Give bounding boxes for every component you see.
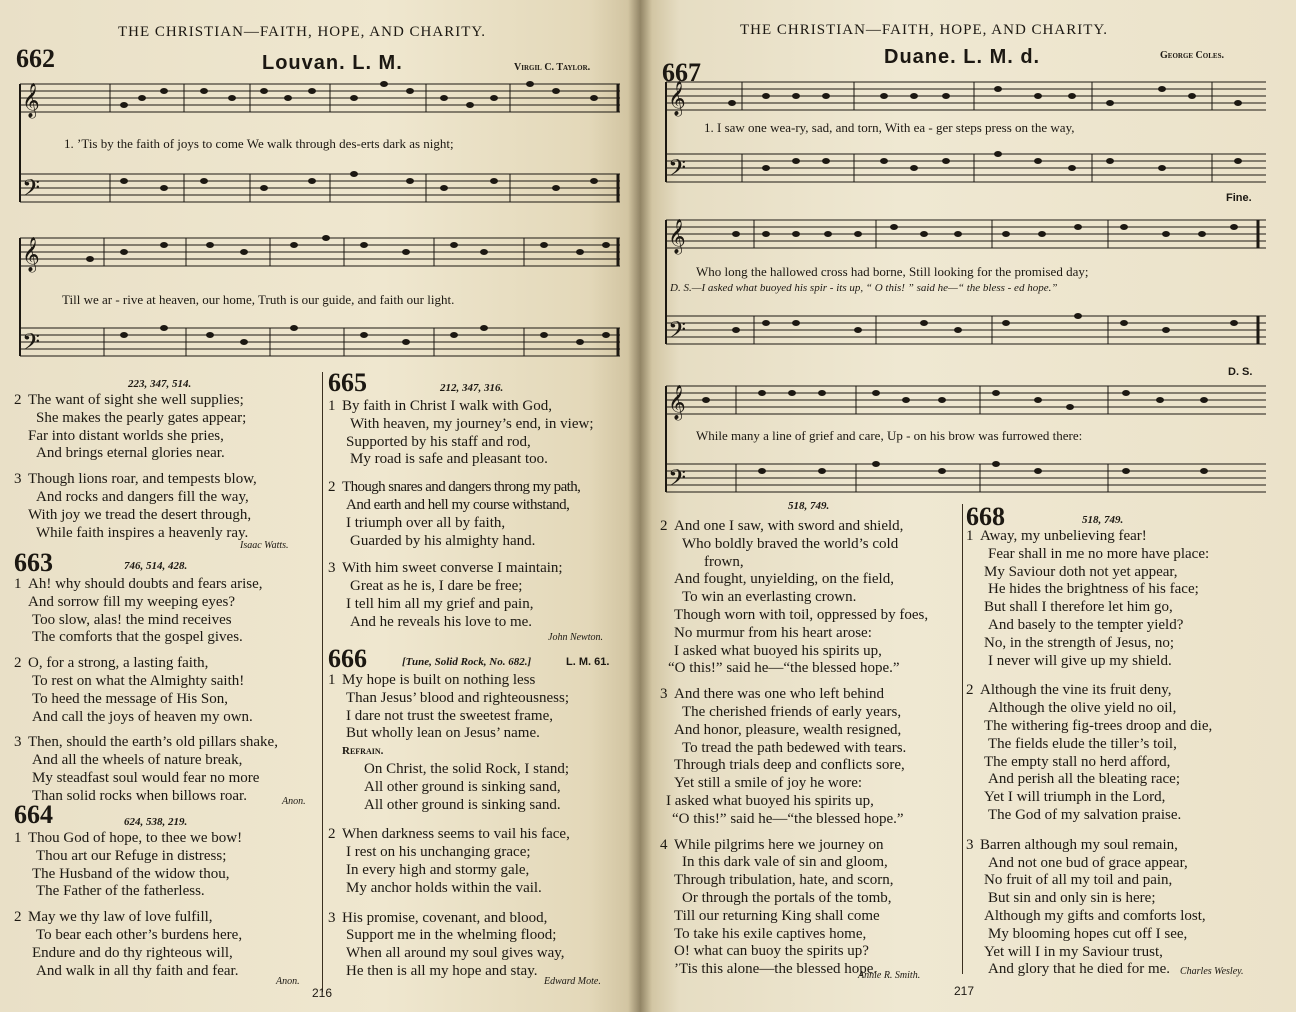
svg-text:𝄞: 𝄞 bbox=[668, 385, 686, 420]
tune-title: Louvan. L. M. bbox=[262, 52, 403, 74]
page-number: 217 bbox=[954, 984, 975, 998]
tune-references: 518, 749. bbox=[788, 500, 830, 512]
lyric-line: Till we ar - rive at heaven, our home, Truth is our guide, and faith our light. bbox=[62, 292, 455, 307]
svg-text:𝄢: 𝄢 bbox=[668, 464, 687, 497]
stanza: 1 Away, my unbelieving fear! Fear shall in me no more have place: My Saviour doth not yet appear, He hides the brightness of his face; But shall I therefore let him go, And basely to the tempter yield? No, in the strength of Jesus, no; I never will give up my shield. bbox=[966, 528, 1210, 669]
tune-references: 518, 749. bbox=[1082, 514, 1124, 526]
running-head: THE CHRISTIAN—FAITH, HOPE, AND CHARITY. bbox=[118, 24, 487, 40]
bass-staff-2 bbox=[20, 328, 620, 356]
svg-text:𝄢: 𝄢 bbox=[22, 328, 41, 361]
lyric-line-ds: D. S.—I asked what buoyed his spir - its up, “ O this! ” said he—“ the bless - ed hope.” bbox=[670, 282, 1058, 294]
svg-text:𝄢: 𝄢 bbox=[668, 316, 687, 349]
stanza: 2 Though snares and dangers throng my path, And earth and hell my course withstand, I triumph over all by faith, Guarded by his almighty hand. bbox=[328, 479, 581, 549]
hymn-number: 663 bbox=[14, 548, 53, 577]
stanza: 2 Although the vine its fruit deny, Although the olive yield no oil, The withering fig-trees droop and die, The fields elude the tiller’s toil, The empty stall no herd afford, And perish all the bleating race; Yet I will triumph in the Lord, The God of my salvation praise. bbox=[966, 682, 1213, 823]
author: John Newton. bbox=[548, 632, 603, 643]
hymn-664-stanzas bbox=[14, 830, 320, 980]
page-number: 216 bbox=[312, 986, 333, 1000]
stanza: 3 Though lions roar, and tempests blow, And rocks and dangers fill the way, With joy we tread the desert through, While faith inspires a heavenly ray. bbox=[14, 471, 257, 541]
stanza: 2 The want of sight she well supplies; She makes the pearly gates appear; Far into distant worlds she pries, And brings eternal glories near. bbox=[14, 392, 247, 462]
music-score-662 bbox=[14, 74, 626, 364]
stanza: 3 His promise, covenant, and blood, Support me in the whelming flood; When all around my soul gives way, He then is all my hope and stay. bbox=[328, 909, 565, 979]
hymn-662-stanzas bbox=[14, 392, 320, 542]
stanza: 1 Ah! why should doubts and fears arise, And sorrow fill my weeping eyes? Too slow, alas! the mind receives The comforts that the gospel gives. bbox=[14, 576, 263, 646]
lyric-line: 1. I saw one wea-ry, sad, and torn, With ea - ger steps press on the way, bbox=[704, 120, 1075, 135]
barlines bbox=[104, 84, 618, 356]
lyric-line: Who long the hallowed cross had borne, Still looking for the promised day; bbox=[696, 264, 1089, 279]
author: Edward Mote. bbox=[544, 976, 601, 987]
hymn-665-stanzas bbox=[328, 398, 628, 632]
stanza: 3 Then, should the earth’s old pillars shake, And all the wheels of nature break, My steadfast soul would fear no more Than solid rocks when billows roar. bbox=[14, 734, 278, 804]
lyric-line: 1. ’Tis by the faith of joys to come We walk through des-erts dark as night; bbox=[64, 136, 454, 151]
svg-text:𝄢: 𝄢 bbox=[22, 174, 41, 207]
hymn-number: 665 bbox=[328, 368, 367, 397]
svg-text:𝄞: 𝄞 bbox=[22, 237, 40, 272]
stanza: 3 With him sweet converse I maintain; Great as he is, I dare be free; I tell him all my grief and pain, And he reveals his love to me. bbox=[328, 560, 563, 630]
tune-references: 746, 514, 428. bbox=[124, 560, 188, 572]
hymn-668-stanzas bbox=[966, 528, 1272, 979]
author: Isaac Watts. bbox=[240, 540, 289, 551]
column-divider bbox=[962, 504, 963, 974]
stanza: 1 By faith in Christ I walk with God, With heaven, my journey’s end, in view; Supported by his staff and rod, My road is safe and pleasant too. bbox=[328, 398, 594, 468]
refrain-label: Refrain. bbox=[342, 745, 384, 758]
tune-title: Duane. L. M. d. bbox=[884, 46, 1041, 68]
author: Anon. bbox=[276, 976, 300, 987]
svg-text:𝄞: 𝄞 bbox=[22, 83, 40, 118]
hymn-number: 664 bbox=[14, 800, 53, 829]
book-gutter bbox=[628, 0, 652, 1012]
stanza: 2 And one I saw, with sword and shield, Who boldly braved the world’s cold frown, And fought, unyielding, on the field, To win an everlasting crown. Though worn with toil, oppressed by foes, No murmur from his heart arose: I asked what buoyed his spirits up, “O this!” said he—“the blessed hope.” bbox=[660, 518, 929, 677]
hymn-number: 667 bbox=[662, 58, 701, 87]
hymn-663-stanzas bbox=[14, 576, 320, 806]
treble-staff-2 bbox=[20, 238, 620, 266]
column-divider bbox=[322, 372, 323, 992]
right-page bbox=[640, 0, 1296, 1012]
ds-mark: D. S. bbox=[1228, 366, 1253, 378]
stanza: 3 And there was one who left behind The cherished friends of early years, And honor, pleasure, wealth resigned, To tread the path bedewed with tears. Through trials deep and conflicts sore, Yet still a smile of joy he wore: I asked what buoyed his spirits up, “O this!” said he—“the blessed hope.” bbox=[660, 686, 907, 827]
tune-references: 223, 347, 514. bbox=[128, 378, 192, 390]
hymn-number: 666 bbox=[328, 644, 367, 673]
tune-references: 212, 347, 316. bbox=[440, 382, 504, 394]
running-head: THE CHRISTIAN—FAITH, HOPE, AND CHARITY. bbox=[740, 22, 1109, 38]
svg-text:𝄞: 𝄞 bbox=[668, 81, 686, 116]
stanza: 2 O, for a strong, a lasting faith, To rest on what the Almighty saith! To heed the message of His Son, And call the joys of heaven my own. bbox=[14, 655, 253, 725]
svg-text:𝄢: 𝄢 bbox=[668, 154, 687, 187]
author: Anon. bbox=[282, 796, 306, 807]
stanza: 1 My hope is built on nothing less Than Jesus’ blood and righteousness; I dare not trust the sweetest frame, But wholly lean on Jesus’ name. Refrain. On Christ, the solid Rock, I stand; All other ground is sinking sand, All other ground is sinking sand. bbox=[328, 672, 628, 814]
note-heads bbox=[702, 86, 1242, 474]
tune-references: 624, 538, 219. bbox=[124, 816, 188, 828]
svg-text:𝄞: 𝄞 bbox=[668, 219, 686, 254]
hymn-667-stanzas bbox=[660, 518, 960, 979]
stanza: 2 May we thy law of love fulfill, To bear each other’s burdens here, Endure and do thy righteous will, And walk in all thy faith and fear. bbox=[14, 909, 243, 979]
left-page bbox=[0, 0, 640, 1012]
stanza: 3 Barren although my soul remain, And not one bud of grace appear, No fruit of all my toil and pain, But sin and only sin is here; Although my gifts and comforts lost, My blooming hopes cut off I see, Yet will I in my Saviour trust, And glory that he died for me. bbox=[966, 836, 1206, 978]
author: Annie R. Smith. bbox=[858, 970, 921, 981]
author: Charles Wesley. bbox=[1180, 966, 1244, 977]
stanza: 1 Thou God of hope, to thee we bow! Thou art our Refuge in distress; The Husband of the widow thou, The Father of the fatherless. bbox=[14, 830, 243, 900]
fine-mark: Fine. bbox=[1226, 192, 1252, 204]
composer: Virgil C. Taylor. bbox=[514, 62, 591, 73]
hymn-666-stanzas bbox=[328, 672, 628, 981]
stanza: 4 While pilgrims here we journey on In this dark vale of sin and gloom, Through tribulation, hate, and scorn, Or through the portals of the tomb, Till our returning King shall come To take his exile captives home, O! what can buoy the spirits up? ’Tis this alone—the blessed hope. bbox=[660, 836, 894, 978]
stanza: 2 When darkness seems to vail his face, I rest on his unchanging grace; In every high and stormy gale, My anchor holds within the vail. bbox=[328, 826, 570, 896]
lyric-line: While many a line of grief and care, Up - on his brow was furrowed there: bbox=[696, 428, 1083, 443]
hymn-number: 662 bbox=[16, 44, 55, 73]
meter: L. M. 61. bbox=[566, 656, 610, 668]
composer: George Coles. bbox=[1160, 50, 1224, 61]
hymn-number: 668 bbox=[966, 502, 1005, 531]
tune-note: [Tune, Solid Rock, No. 682.] bbox=[402, 656, 532, 668]
